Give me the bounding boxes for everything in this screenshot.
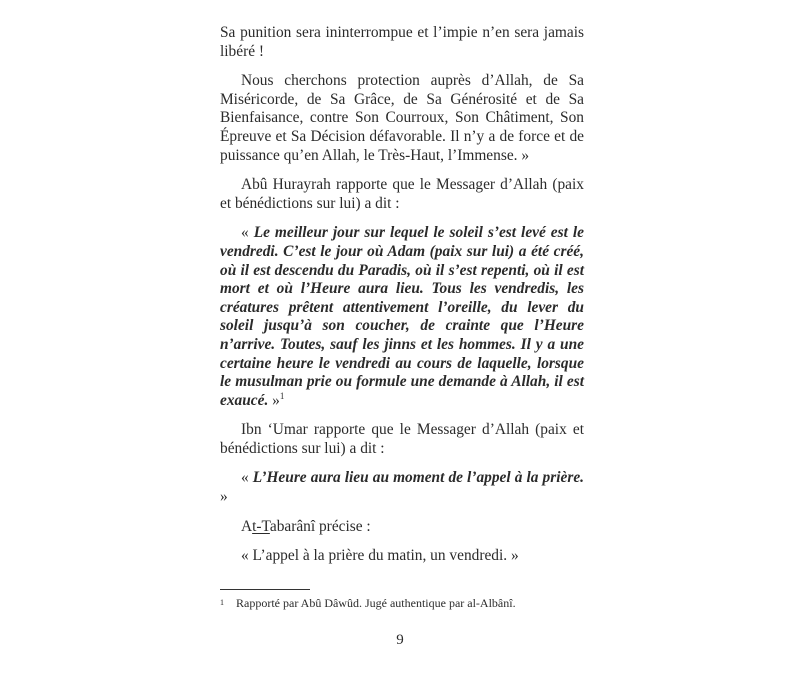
quote-close-mark: » [268, 391, 280, 409]
paragraph-abu-hurayrah: Abû Hurayrah rapporte que le Messager d’Allah (paix et bénédictions sur lui) a dit : [220, 176, 584, 212]
tabarani-part-c: abarânî précise : [269, 517, 371, 535]
footnote-text: Rapporté par Abû Dâwûd. Jugé authentique par al-Albânî. [236, 596, 516, 610]
footnote-reference: 1 [279, 390, 285, 401]
quote-open-mark: « [241, 224, 254, 242]
paragraph-protection: Nous cherchons protection auprès d’Allah, de Sa Miséricorde, de Sa Grâce, de Sa Générosité et de Sa Bienfaisance, contre Son Courroux, Son Châtiment, Son Épreuve et Sa Décision défavorable. Il n’y a de force et de puissance qu’en Allah, le Très-Haut, l’Immense. » [220, 72, 584, 164]
paragraph-tabarani [220, 518, 584, 537]
hadith-text-friday: Le meilleur jour sur lequel le soleil s’est levé est le vendredi. C’est le jour où Adam (paix sur lui) a été créé, où il est descendu du Paradis, où il s’est repenti, où il est mort et où l’Heure aura lieu. Tous les vendredis, les créatures prêtent attentivement l’oreille, du lever du soleil jusqu’à son coucher, de crainte que l’Heure n’arrive. Toutes, sauf les jinns et les hommes. Il y a une certaine heure le vendredi au cours de laquelle, lorsque le musulman prie ou formule une demande à Allah, il est exaucé. [220, 224, 584, 409]
tabarani-part-b: t-T [252, 517, 270, 535]
quote-close-mark: » [220, 488, 228, 506]
page-number: 9 [396, 632, 404, 648]
hadith-quote-friday [220, 224, 584, 410]
hadith-quote-hour [220, 469, 584, 506]
body-text [220, 24, 584, 577]
paragraph-punishment: Sa punition sera ininterrompue et l’impie n’en sera jamais libéré ! [220, 24, 584, 60]
footnote [220, 596, 584, 610]
quote-open-mark: « [241, 469, 253, 487]
tabarani-part-a: A [241, 517, 253, 535]
footnote-number: 1 [220, 598, 224, 607]
paragraph-ibn-umar: Ibn ‘Umar rapporte que le Messager d’Allah (paix et bénédictions sur lui) a dit : [220, 421, 584, 457]
footnote-divider [220, 589, 310, 590]
hadith-text-hour: L’Heure aura lieu au moment de l’appel à la prière. [252, 469, 584, 487]
paragraph-morning-call: « L’appel à la prière du matin, un vendredi. » [241, 547, 519, 565]
